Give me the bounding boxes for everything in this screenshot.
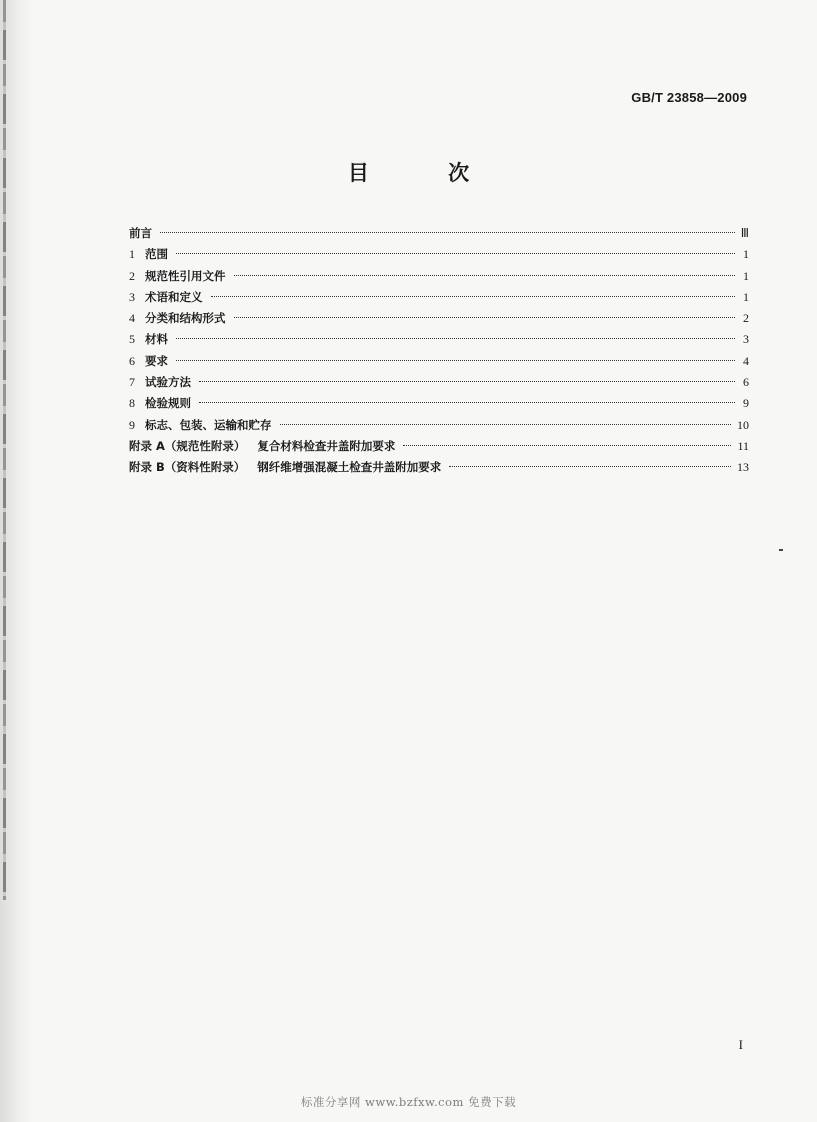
toc-entry-page: 6 [743,375,749,390]
toc-entry-page: Ⅲ [740,226,749,240]
toc-entry-label: 要求 [145,353,168,368]
dot-leader [234,317,736,318]
dot-leader [199,381,735,382]
toc-entry-foreword[interactable] [129,223,749,244]
document-code: GB/T 23858—2009 [631,90,747,105]
toc-entry-5[interactable] [129,329,749,350]
scan-speck [779,549,783,551]
toc-entry-page: 10 [737,417,749,432]
toc-entry-number: 8 [129,396,135,411]
toc-entry-page: 11 [737,438,749,453]
toc-entry-annex-a[interactable] [129,436,749,457]
toc-entry-6[interactable] [129,351,749,372]
toc-entry-number: 6 [129,353,135,368]
toc-entry-label: 试验方法 [145,375,191,390]
toc-entry-annex-b[interactable] [129,457,749,478]
toc-entry-9[interactable] [129,415,749,436]
toc-entry-label: 前言 [129,226,152,240]
dot-leader [280,424,732,425]
dot-leader [211,296,736,297]
toc-entry-3[interactable] [129,287,749,308]
toc-entry-label: 标志、包装、运输和贮存 [145,417,272,432]
toc-entry-number: 1 [129,247,135,262]
toc-entry-page: 1 [743,268,749,283]
toc-entry-label: 钢纤维增强混凝土检查井盖附加要求 [257,460,442,475]
toc-entry-number: 2 [129,268,135,283]
toc-entry-label: 术语和定义 [145,289,203,304]
scan-edge-line [3,0,6,900]
toc-entry-number: 9 [129,417,135,432]
dot-leader [176,253,735,254]
dot-leader [234,275,736,276]
toc-entry-page: 3 [743,332,749,347]
annex-tag: 附录 A（规范性附录） [129,438,246,453]
page-number: I [738,1037,743,1052]
dot-leader [176,360,735,361]
toc-entry-7[interactable] [129,372,749,393]
toc-entry-number: 7 [129,375,135,390]
toc-entry-label: 分类和结构形式 [145,311,226,326]
dot-leader [160,232,735,233]
toc-entry-label: 复合材料检查井盖附加要求 [257,438,396,453]
footer-watermark[interactable]: 标准分享网 www.bzfxw.com 免费下载 [300,1095,517,1109]
toc-entry-1[interactable] [129,244,749,265]
table-of-contents [129,223,749,479]
toc-entry-page: 2 [743,311,749,326]
dot-leader [403,445,731,446]
toc-entry-page: 1 [743,247,749,262]
toc-entry-8[interactable] [129,393,749,414]
annex-tag: 附录 B（资料性附录） [129,460,246,475]
toc-entry-label: 范围 [145,247,168,262]
toc-entry-label: 材料 [145,332,168,347]
toc-entry-4[interactable] [129,308,749,329]
toc-entry-page: 1 [743,289,749,304]
toc-entry-page: 4 [743,353,749,368]
toc-entry-label: 规范性引用文件 [145,268,226,283]
toc-entry-page: 13 [737,460,749,475]
toc-entry-number: 3 [129,289,135,304]
page-title: 目 次 [347,161,506,185]
dot-leader [199,402,735,403]
toc-entry-2[interactable] [129,266,749,287]
toc-entry-number: 5 [129,332,135,347]
dot-leader [449,466,731,467]
toc-entry-page: 9 [743,396,749,411]
toc-entry-label: 检验规则 [145,396,191,411]
toc-entry-number: 4 [129,311,135,326]
dot-leader [176,338,735,339]
